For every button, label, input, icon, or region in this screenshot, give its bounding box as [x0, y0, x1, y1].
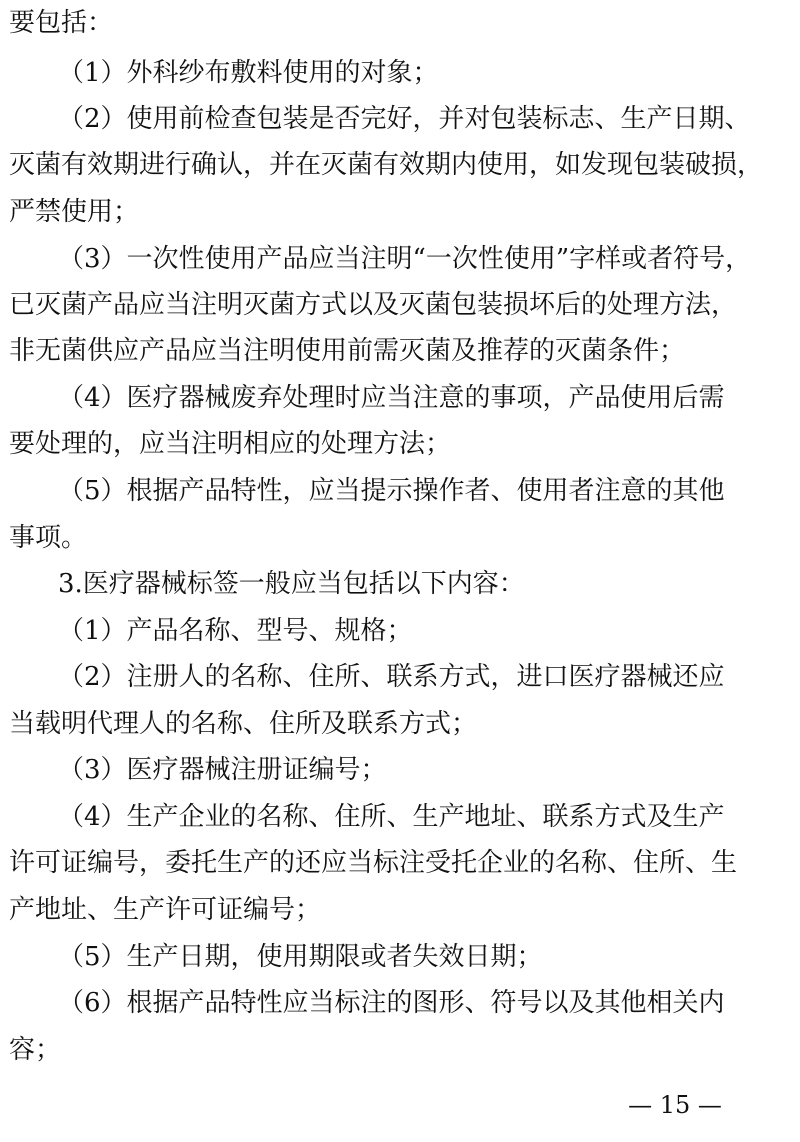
list-item-3-single-use: （3）一次性使用产品应当注明“一次性使用”字样或者符号， — [58, 244, 752, 274]
text-line-continuation: 事项。 — [9, 523, 88, 553]
list-item-4-disposal: （4）医疗器械废弃处理时应当注意的事项，产品使用后需 — [58, 383, 725, 413]
text-line-continuation: 已灭菌产品应当注明灭菌方式以及灭菌包装损坏后的处理方法， — [9, 290, 738, 320]
text-line-continuation: 容； — [9, 1035, 62, 1065]
list-item-5-other-notes: （5）根据产品特性，应当提示操作者、使用者注意的其他 — [58, 476, 725, 506]
label-item-3-registration-number: （3）医疗器械注册证编号； — [58, 755, 387, 785]
page-number: — 15 — — [628, 1091, 722, 1119]
text-line-continuation: 非无菌供应产品应当注明使用前需灭菌及推荐的灭菌条件； — [9, 336, 686, 366]
text-line-continuation: 当载明代理人的名称、住所及联系方式； — [9, 709, 478, 739]
text-line-continuation: 产地址、生产许可证编号； — [9, 895, 322, 925]
label-item-4-manufacturer: （4）生产企业的名称、住所、生产地址、联系方式及生产 — [58, 802, 725, 832]
text-line-continuation: 许可证编号，委托生产的还应当标注受托企业的名称、住所、生 — [9, 848, 738, 878]
label-item-6-symbols: （6）根据产品特性应当标注的图形、符号以及其他相关内 — [58, 988, 725, 1018]
section-heading-label-contents: 3.医疗器械标签一般应当包括以下内容： — [58, 569, 525, 599]
text-line-continuation: 要包括： — [9, 8, 114, 38]
list-item-2-check-package: （2）使用前检查包装是否完好，并对包装标志、生产日期、 — [58, 104, 751, 134]
label-item-5-production-date: （5）生产日期，使用期限或者失效日期； — [58, 942, 543, 972]
label-item-1-product-name: （1）产品名称、型号、规格； — [58, 616, 413, 646]
list-item-1-usage-object: （1）外科纱布敷料使用的对象； — [58, 58, 439, 88]
text-line-continuation: 严禁使用； — [9, 197, 140, 227]
text-line-continuation: 要处理的，应当注明相应的处理方法； — [9, 429, 452, 459]
label-item-2-registrant: （2）注册人的名称、住所、联系方式，进口医疗器械还应 — [58, 662, 725, 692]
text-line-continuation: 灭菌有效期进行确认，并在灭菌有效期内使用，如发现包装破损， — [9, 150, 764, 180]
